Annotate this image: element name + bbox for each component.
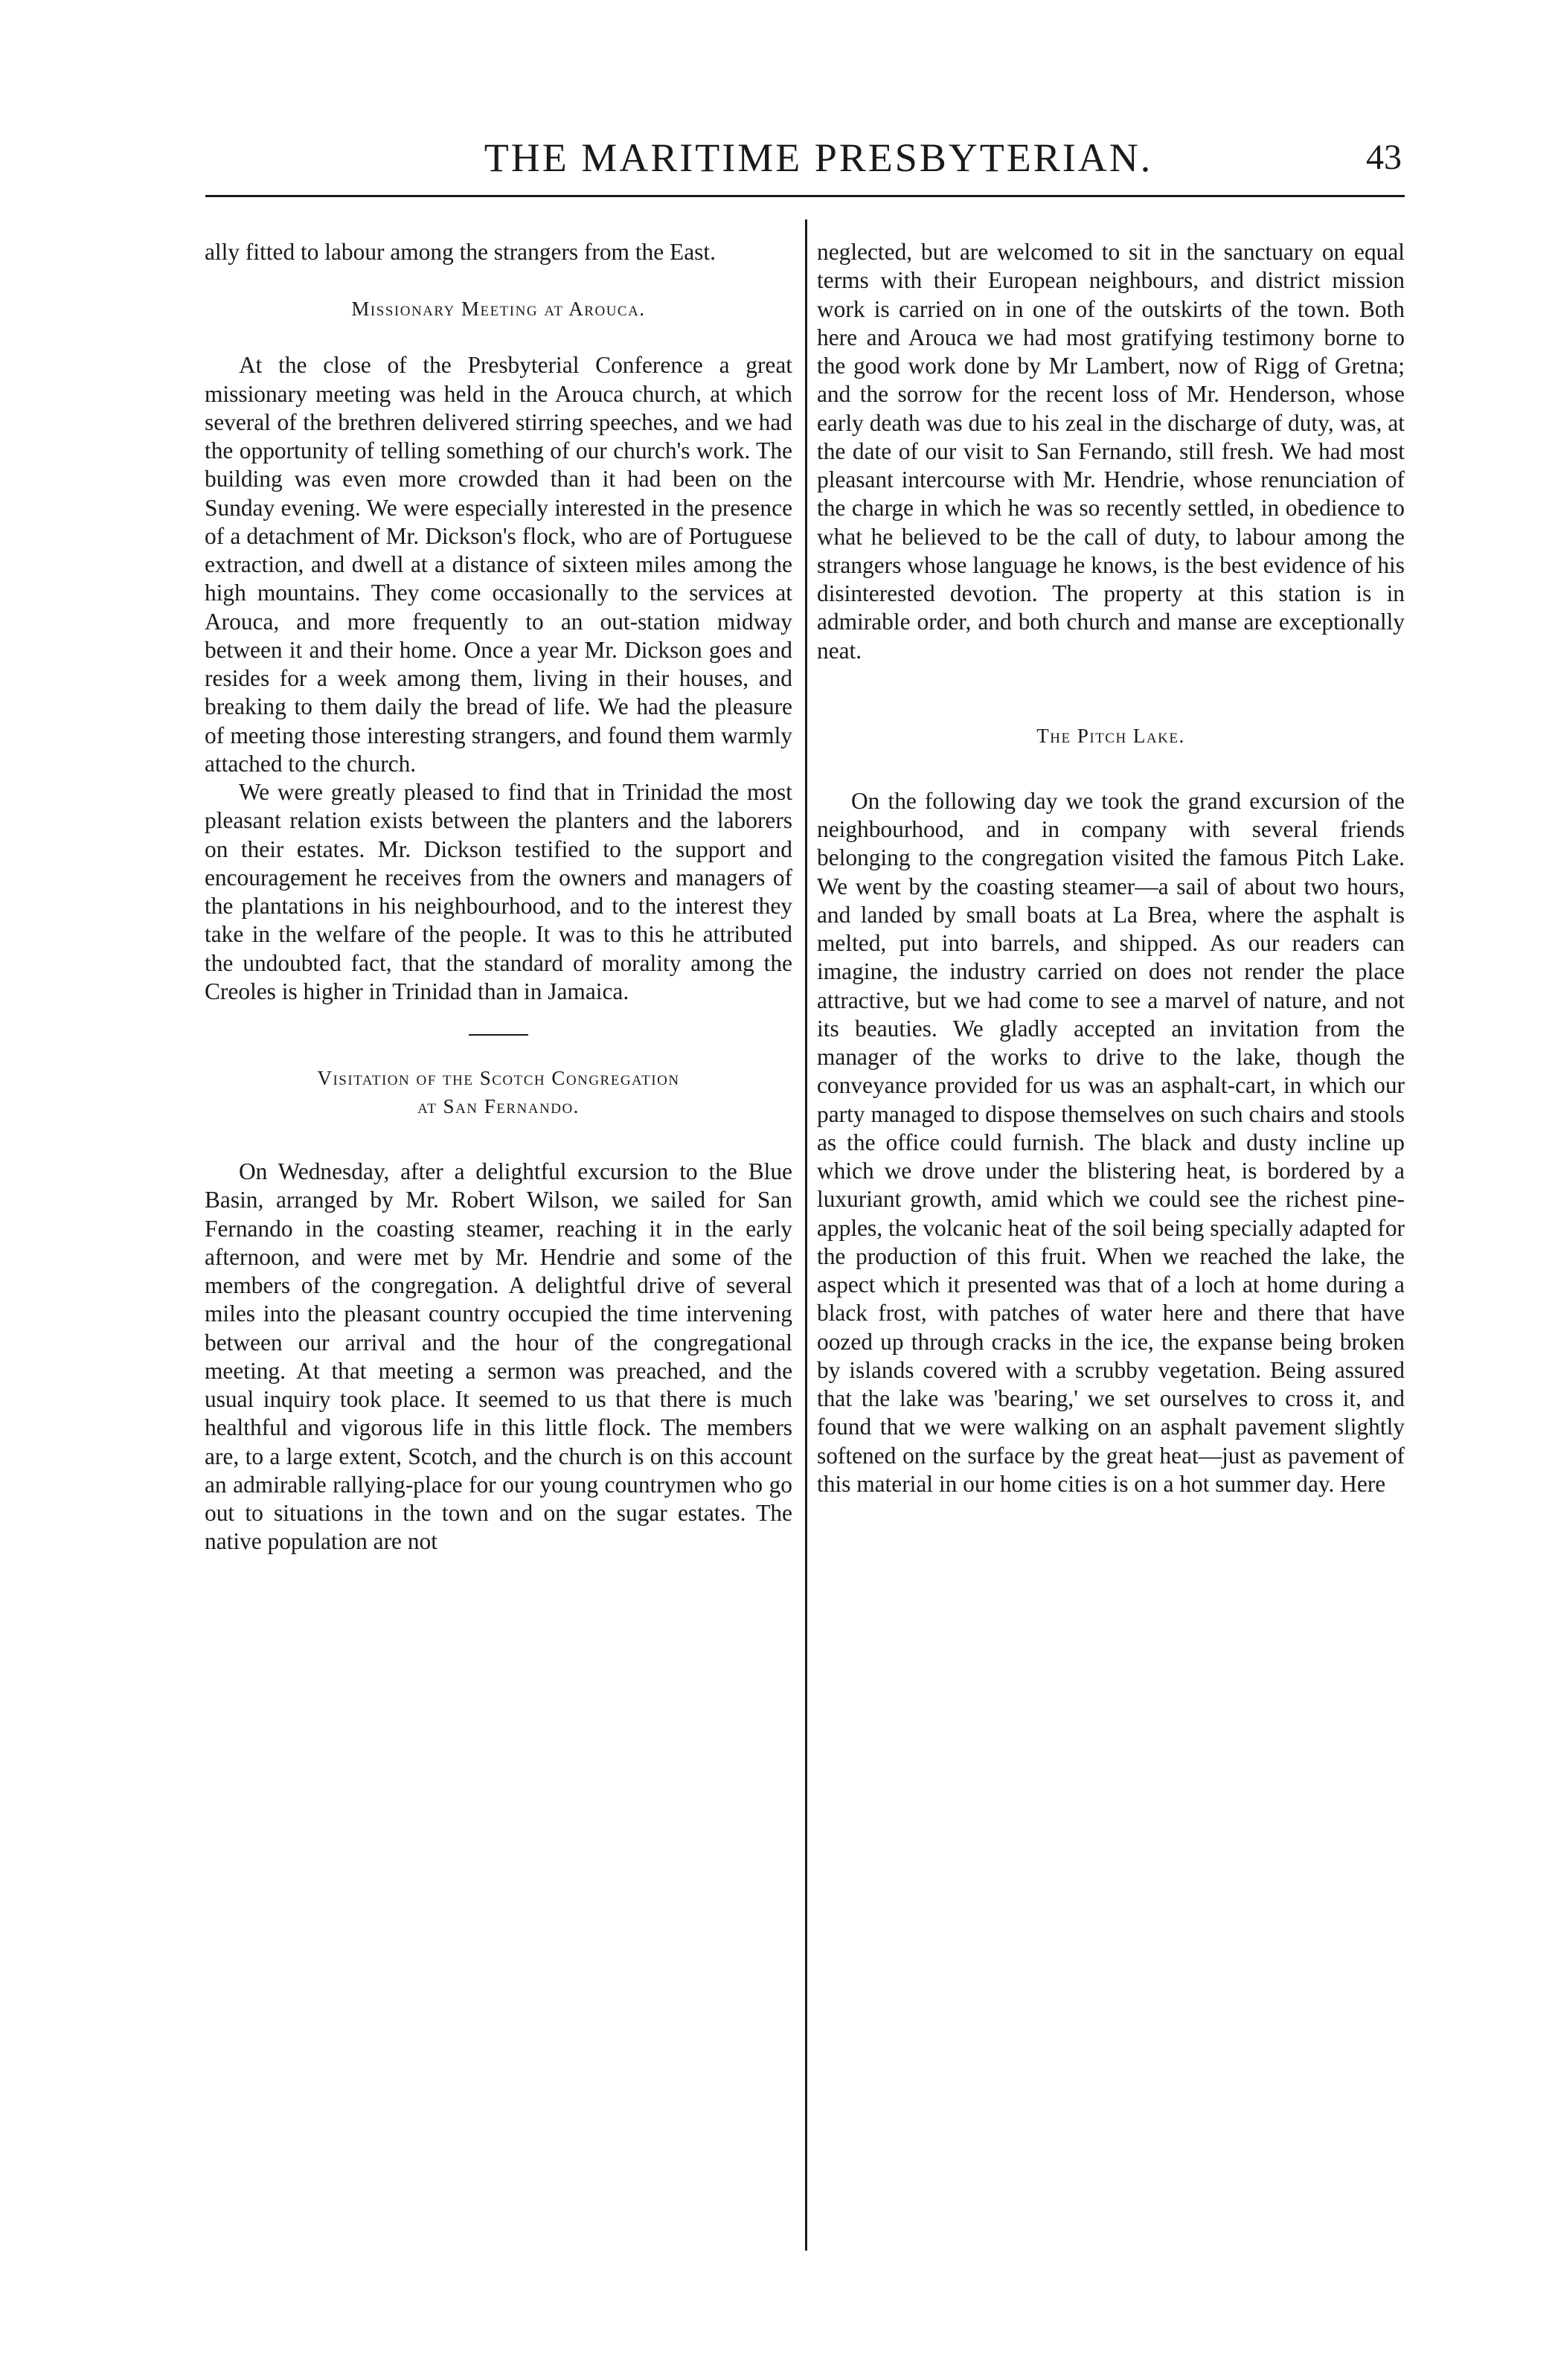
section-heading-san-fernando: at San Fernando. bbox=[417, 1095, 580, 1117]
running-title: THE MARITIME PRESBYTERIAN. bbox=[484, 135, 1153, 180]
continued-paragraph: ally fitted to labour among the strangers from the East. bbox=[205, 239, 716, 265]
paragraph-san-fernando-continued: neglected, but are welcomed to sit in the sanctuary on equal terms with their European neighbours, and district mission work is carried on in one of the outskirts of the town. Both here and Arouca we had most gratifying testimony borne to the good work done by Mr Lambert, now of Rigg of Gretna; and the sorrow for the recent loss of Mr. Henderson, whose early death was due to his zeal in the discharge of duty, was, at the date of our visit to San Fernando, still fresh. We had most pleasant intercourse with Mr. Hendrie, whose renunciation of the charge in which he was so recently settled, in obedience to what he believed to be the call of duty, to labour among the strangers whose language he knows, is the best evidence of his disinterested devotion. The property at this station is in admirable order, and both church and manse are exceptionally neat. bbox=[817, 239, 1405, 664]
section-heading-scotch-congregation: Visitation of the Scotch Congregation bbox=[317, 1067, 680, 1089]
paragraph-san-fernando-visit: On Wednesday, after a delightful excursion to the Blue Basin, arranged by Mr. Robert Wilson, we sailed for San Fernando in the coasting steamer, reaching it in the early afternoon, and were met by Mr. Hendrie and some of the members of the congregation. A delightful drive of several miles into the pleasant country occupied the time intervening between our arrival and the hour of the congregational meeting. At that meeting a sermon was preached, and the usual inquiry took place. It seemed to us that there is much healthful and vigorous life in this little flock. The members are, to a large extent, Scotch, and the church is on this account an admirable rallying-place for our young countrymen who go out to situations in the town and on the sugar estates. The native population are not bbox=[205, 1158, 792, 1555]
right-column bbox=[817, 238, 1405, 1498]
paragraph-arouca-meeting: At the close of the Presbyterial Conference a great missionary meeting was held in the Arouca church, at which several of the brethren delivered stirring speeches, and we had the opportunity of telling something of our church's work. The building was even more crowded than it had been on the Sunday evening. We were especially interested in the presence of a detachment of Mr. Dickson's flock, who are of Portuguese extraction, and dwell at a distance of sixteen miles among the high mountains. They come occasionally to the services at Arouca, and more frequently to an out-station midway between it and their home. Once a year Mr. Dickson goes and resides for a week among them, living in their houses, and breaking to them daily the bread of life. We had the pleasure of meeting those interesting strangers, and found them warmly attached to the church. bbox=[205, 352, 792, 777]
column-divider bbox=[805, 219, 807, 2251]
paragraph-pitch-lake: On the following day we took the grand excursion of the neighbourhood, and in company with several friends belonging to the congregation visited the famous Pitch Lake. We went by the coasting steamer—a sail of about two hours, and landed by small boats at La Brea, where the asphalt is melted, put into barrels, and shipped. As our readers can imagine, the industry carried on does not render the place attractive, but we had come to see a marvel of nature, and not its beauties. We gladly accepted an invitation from the manager of the works to drive to the lake, though the conveyance provided for us was an asphalt-cart, in which our party managed to dispose themselves on such chairs and stools as the office could furnish. The black and dusty incline up which we drove under the blistering heat, is bordered by a luxuriant growth, amid which we could see the richest pine-apples, the volcanic heat of the soil being specially adapted for the production of this fruit. When we reached the lake, the aspect which it presented was that of a loch at home during a black frost, with patches of water here and there that have oozed up through cracks in the ice, the expanse being broken by islands covered with a scrubby vegetation. Being assured that the lake was 'bearing,' we set ourselves to cross it, and found that we were walking on an asphalt pavement slightly softened on the surface by the great heat—just as pavement of this material in our home cities is on a hot summer day. Here bbox=[817, 787, 1405, 1497]
section-heading-missionary-meeting: Missionary Meeting at Arouca. bbox=[351, 298, 646, 321]
section-heading-pitch-lake: The Pitch Lake. bbox=[1036, 724, 1185, 747]
left-column bbox=[205, 238, 792, 1556]
page-number: 43 bbox=[1366, 138, 1402, 177]
paragraph-planters-relation: We were greatly pleased to find that in Trinidad the most pleasant relation exists between the planters and the laborers on their estates. Mr. Dickson testified to the support and encouragement he receives from the owners and managers of the plantations in his neighbourhood, and to the interest they take in the welfare of the people. It was to this he attributed the undoubted fact, that the standard of morality among the Creoles is higher in Trinidad than in Jamaica. bbox=[205, 779, 792, 1004]
header-rule bbox=[205, 195, 1405, 197]
